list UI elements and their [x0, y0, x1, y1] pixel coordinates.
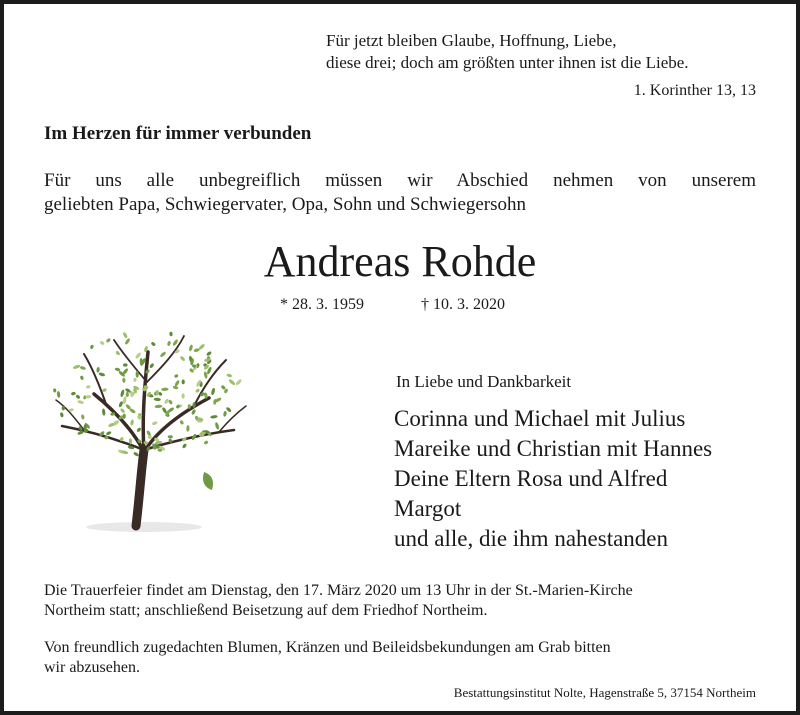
falling-leaf	[203, 472, 213, 490]
tree-leaf	[179, 420, 184, 425]
tree-leaf	[203, 440, 208, 445]
tree-leaf	[223, 411, 227, 417]
mourner-line: Margot	[394, 496, 462, 521]
tree-leaf	[118, 401, 124, 408]
tree-shadow	[86, 522, 202, 532]
tree-leaf	[151, 421, 158, 426]
tree-leaf	[206, 351, 212, 357]
tree-leaf	[179, 355, 185, 361]
tree-leaf	[188, 344, 193, 351]
tree-leaf	[174, 374, 179, 379]
tree-leaf	[75, 394, 80, 399]
tree-leaf	[53, 388, 57, 392]
funeral-line: Die Trauerfeier findet am Dienstag, den 17. März 2020 um 13 Uhr in der St.-Marien-Kirche	[44, 582, 633, 599]
tree-icon	[44, 322, 254, 540]
tree-leaf	[169, 332, 173, 337]
tree-leaf	[123, 413, 126, 419]
tree-leaf	[161, 387, 169, 391]
tree-leaf	[72, 364, 80, 370]
tree-leaf	[195, 388, 200, 393]
mourner-line: Corinna und Michael mit Julius	[394, 406, 686, 431]
tree-leaf	[186, 425, 190, 432]
tree-leaf	[106, 431, 112, 436]
bible-verse	[326, 30, 689, 74]
tree-leaf	[81, 414, 85, 419]
tree-leaf	[182, 379, 185, 384]
intro-line: Für uns alle unbegreiflich müssen wir Abschied nehmen von unserem	[44, 170, 756, 191]
tree-leaf	[123, 363, 128, 366]
tree-leaf	[182, 443, 188, 449]
tree-leaf	[164, 398, 170, 404]
closing-phrase: In Liebe und Dankbarkeit	[396, 372, 572, 391]
mourners-list	[394, 404, 712, 554]
tree-leaf	[181, 393, 184, 398]
verse-reference: 1. Korinther 13, 13	[633, 82, 756, 99]
tree-leaf	[149, 363, 155, 369]
intro-line: geliebten Papa, Schwiegervater, Opa, Sohn und Schwiegersohn	[44, 194, 527, 215]
flowers-line: Von freundlich zugedachten Blumen, Kränzen und Beileidsbekundungen am Grab bitten	[44, 639, 611, 656]
death-date: † 10. 3. 2020	[421, 296, 505, 313]
notice-heading: Im Herzen für immer verbunden	[44, 123, 312, 144]
tree-leaf	[77, 400, 84, 405]
tree-leaf	[80, 375, 85, 380]
tree-leaf	[60, 412, 64, 417]
tree-leaf	[235, 378, 242, 385]
tree-leaf	[120, 389, 125, 397]
tree-leaf	[86, 385, 91, 389]
tree-leaf	[151, 341, 157, 346]
tree-leaf	[228, 378, 236, 386]
tree-leaf	[214, 422, 219, 430]
tree-leaf	[120, 408, 126, 414]
intro-text	[44, 169, 756, 217]
tree-leaf	[136, 427, 142, 433]
tree-leaf	[133, 377, 137, 382]
flowers-request	[44, 638, 764, 678]
undertaker-info: Bestattungsinstitut Nolte, Hagenstraße 5, 37154 Northeim	[453, 685, 756, 700]
tree-leaf	[106, 338, 112, 344]
tree-leaf	[210, 415, 218, 419]
tree-leaf	[57, 391, 61, 398]
tree-leaf	[122, 378, 126, 383]
verse-line: diese drei; doch am größten unter ihnen ist die Liebe.	[326, 53, 689, 72]
mourner-line: Mareike und Christian mit Hannes	[394, 436, 713, 461]
deceased-name: Andreas Rohde	[263, 237, 537, 286]
tree-leaf	[99, 340, 104, 345]
tree-leaf	[71, 391, 76, 395]
tree-leaf	[102, 388, 107, 393]
tree-leaf	[226, 373, 232, 378]
tree-leaf	[98, 372, 105, 377]
tree-leaf	[122, 396, 127, 404]
verse-line: Für jetzt bleiben Glaube, Hoffnung, Liebe,	[326, 31, 617, 50]
tree-leaf	[154, 404, 162, 408]
tree-leaf	[96, 367, 100, 373]
flowers-line: wir abzusehen.	[44, 659, 140, 676]
mourner-line: Deine Eltern Rosa und Alfred	[394, 466, 668, 491]
tree-leaf	[168, 435, 173, 439]
tree-leaf	[167, 341, 171, 347]
birth-date: * 28. 3. 1959	[280, 296, 364, 313]
tree-leaf	[154, 398, 161, 402]
mourner-line: und alle, die ihm nahestanden	[394, 526, 669, 551]
tree-leaf	[90, 344, 95, 349]
tree-leaf	[159, 351, 166, 358]
tree-leaf	[130, 419, 134, 426]
tree-leaf	[122, 332, 128, 339]
funeral-info	[44, 581, 764, 621]
tree-leaf	[80, 366, 87, 371]
tree-leaf	[102, 408, 106, 416]
tree-leaf	[126, 392, 129, 397]
tree-leaf	[115, 350, 121, 356]
tree-leaf	[168, 399, 173, 405]
tree-leaf	[133, 451, 140, 457]
funeral-line: Northeim statt; anschließend Beisetzung auf dem Friedhof Northeim.	[44, 602, 488, 619]
tree-leaf	[124, 338, 131, 346]
tree-leaf	[211, 388, 216, 396]
